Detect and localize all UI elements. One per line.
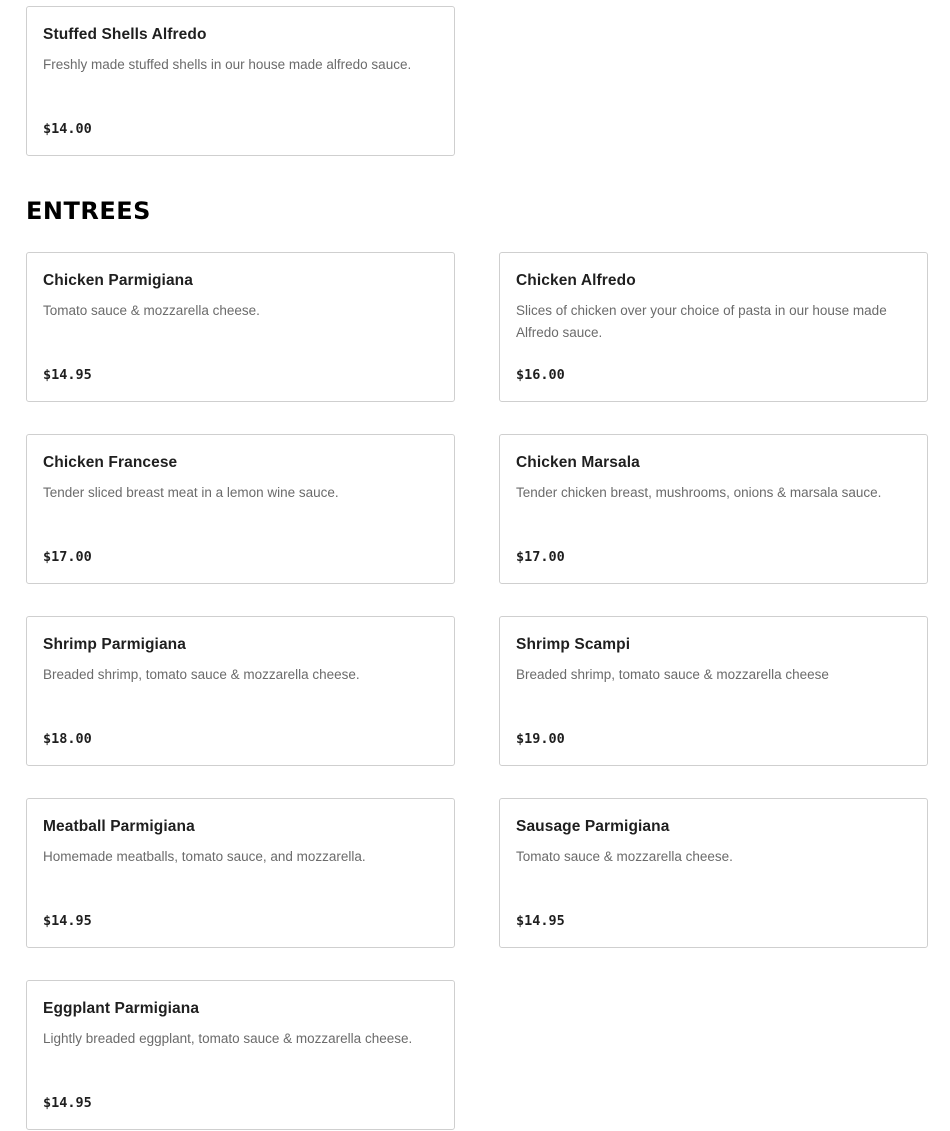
menu-item-price: $14.95: [43, 913, 92, 929]
menu-item-name: Shrimp Scampi: [516, 636, 631, 653]
menu-item-card-stuffed-shells-alfredo[interactable]: [26, 6, 455, 156]
menu-item-card-shrimp-scampi[interactable]: [499, 616, 928, 766]
menu-item-name: Sausage Parmigiana: [516, 818, 670, 835]
menu-item-card-chicken-alfredo[interactable]: [499, 252, 928, 402]
menu-item-card-sausage-parmigiana[interactable]: [499, 798, 928, 948]
menu-item-name: Chicken Parmigiana: [43, 272, 193, 289]
menu-item-description: Tender sliced breast meat in a lemon wine sauce.: [43, 485, 339, 500]
menu-item-name: Shrimp Parmigiana: [43, 636, 186, 653]
menu-item-name: Stuffed Shells Alfredo: [43, 26, 207, 43]
menu-item-price: $14.00: [43, 121, 92, 137]
section-title-entrees: ENTREES: [26, 197, 151, 225]
menu-item-description: Freshly made stuffed shells in our house made alfredo sauce.: [43, 57, 412, 72]
menu-item-description: Tomato sauce & mozzarella cheese.: [516, 849, 733, 864]
menu-item-name: Meatball Parmigiana: [43, 818, 195, 835]
menu-item-name: Chicken Francese: [43, 454, 178, 471]
menu-item-card-shrimp-parmigiana[interactable]: [26, 616, 455, 766]
menu-item-price: $14.95: [43, 1095, 92, 1111]
menu-item-price: $14.95: [43, 367, 92, 383]
menu-item-card-meatball-parmigiana[interactable]: [26, 798, 455, 948]
menu-item-card-chicken-marsala[interactable]: [499, 434, 928, 584]
menu-item-description: Breaded shrimp, tomato sauce & mozzarella cheese.: [43, 667, 360, 682]
menu-item-description: Lightly breaded eggplant, tomato sauce & mozzarella cheese.: [43, 1031, 413, 1046]
menu-item-card-chicken-parmigiana[interactable]: [26, 252, 455, 402]
menu-item-name: Chicken Alfredo: [516, 272, 636, 289]
menu-item-name: Chicken Marsala: [516, 454, 640, 471]
menu-item-price: $14.95: [516, 913, 565, 929]
menu-item-description: Breaded shrimp, tomato sauce & mozzarella cheese: [516, 667, 829, 682]
menu-item-card-chicken-francese[interactable]: [26, 434, 455, 584]
menu-item-price: $16.00: [516, 367, 565, 383]
menu-item-description: Slices of chicken over your choice of pasta in our house made Alfredo sauce.: [516, 303, 887, 340]
menu-item-description: Homemade meatballs, tomato sauce, and mozzarella.: [43, 849, 366, 864]
menu-item-price: $18.00: [43, 731, 92, 747]
menu-item-card-eggplant-parmigiana[interactable]: [26, 980, 455, 1130]
menu-item-description: Tender chicken breast, mushrooms, onions & marsala sauce.: [516, 485, 882, 500]
menu-item-name: Eggplant Parmigiana: [43, 1000, 200, 1017]
menu-item-description: Tomato sauce & mozzarella cheese.: [43, 303, 260, 318]
menu-item-price: $19.00: [516, 731, 565, 747]
menu-item-price: $17.00: [516, 549, 565, 565]
menu-item-price: $17.00: [43, 549, 92, 565]
